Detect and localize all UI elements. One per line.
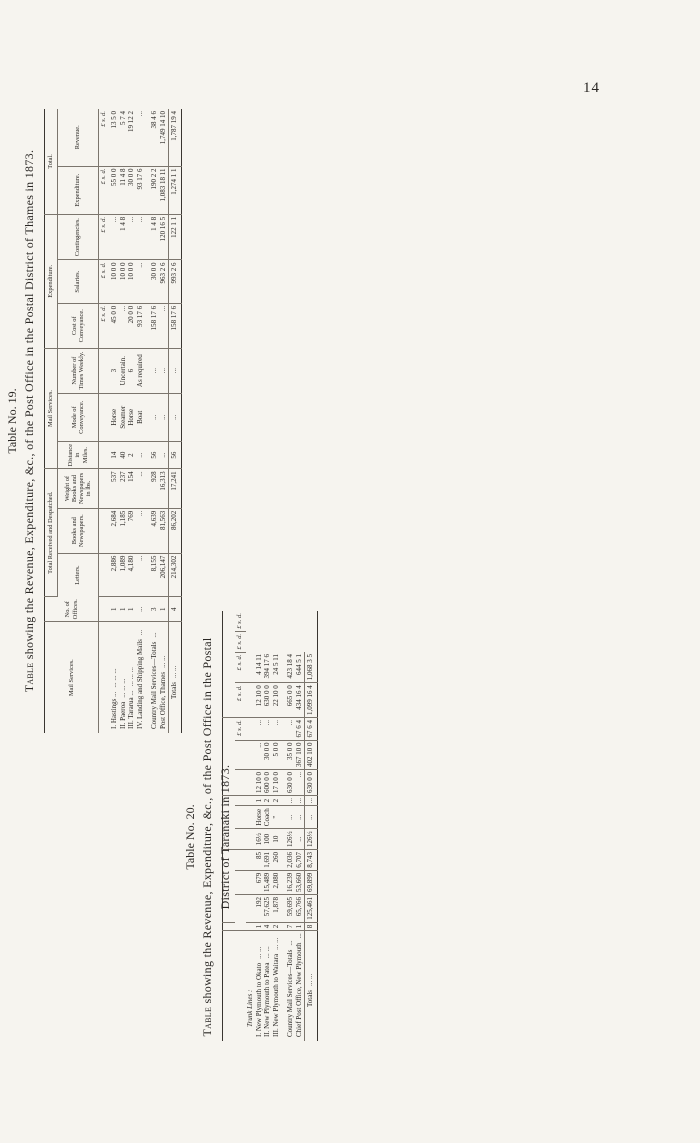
cell-weight: 537 [110, 469, 119, 508]
cell-service [110, 622, 119, 733]
table-20-title-word: Table [200, 1006, 214, 1037]
cell-books: 2,684 [110, 508, 119, 553]
cell-service [295, 931, 304, 1041]
table-19-group-header-row [45, 109, 58, 733]
service-name: Totals [170, 681, 179, 699]
group-total-received: Total Received and Despatched. [45, 469, 58, 597]
cell-offices: 1 [159, 597, 168, 622]
cell-distance: 2 [127, 441, 136, 468]
cell-distance: ... [136, 441, 145, 468]
table-19-units-row [99, 109, 111, 733]
unit-salaries: £ s. d. [235, 683, 246, 718]
cell-books: 53,660 [295, 870, 304, 894]
unit-expenditure: £ s. d. [235, 631, 246, 652]
cell-times: 6 [127, 348, 136, 393]
cell-letters: 192 [255, 894, 264, 922]
cell-offices: 1 [127, 597, 136, 622]
table-20-title-rest: showing the Revenue, Expenditure, &c., of the Post Office in the Postal District of Taranaki in 1873. [200, 637, 232, 1004]
cell-mode: ... [159, 393, 168, 441]
cell-revenue: ... [136, 109, 145, 166]
cell-contingencies: ... [136, 214, 145, 260]
cell-service [255, 931, 264, 1041]
unit-salaries: £ s. d. [99, 260, 111, 303]
service-leader-dots: ... [150, 632, 159, 638]
cell-weight: 928 [150, 469, 159, 508]
service-leader-dots: ... ... [263, 946, 272, 959]
cell-letters: 4,180 [127, 553, 136, 596]
cell-letters: 65,766 [295, 894, 304, 922]
col-mail-services: Mail Services. [45, 622, 99, 733]
unit-contingencies: £ s. d. [235, 652, 246, 683]
service-leader-dots: ... ... [306, 973, 315, 986]
table-20-totals [304, 611, 317, 1041]
cell-times: ... [159, 348, 168, 393]
cell-mode: Steamer [119, 393, 128, 441]
cell-expenditure: 1,083 18 11 [159, 166, 168, 214]
table-19-body [110, 109, 144, 733]
cell-service [127, 622, 136, 733]
cell-expenditure: 665 0 0 [286, 683, 295, 718]
cell-distance: 14 [110, 441, 119, 468]
cell-contingencies: 120 16 5 [159, 214, 168, 260]
table-row [127, 109, 136, 733]
totals-row [168, 109, 181, 733]
cell-mode: ... [168, 393, 181, 441]
table-19 [44, 109, 182, 733]
cell-times: ... [286, 796, 295, 806]
cell-times: 1 [255, 796, 264, 806]
cell-mode: Coach [263, 806, 272, 829]
cell-books: 16,239 [286, 870, 295, 894]
cell-expenditure: 630 0 0 [263, 683, 272, 718]
cell-times: ... [150, 348, 159, 393]
cell-times: ... [295, 796, 304, 806]
cell-cost: 600 0 0 [263, 770, 272, 796]
cell-letters: ... [136, 553, 145, 596]
table-row [272, 611, 281, 1041]
subtotal-row [295, 611, 304, 1041]
col-mode: Mode of Conveyance. [58, 393, 99, 441]
cell-expenditure: 190 2 2 [150, 166, 159, 214]
cell-contingencies: 1 4 8 [150, 214, 159, 260]
cell-offices: 1 [119, 597, 128, 622]
cell-books: 2,080 [272, 870, 281, 894]
cell-revenue: 644 5 1 [295, 652, 304, 683]
cell-salaries: 30 0 0 [150, 260, 159, 303]
cell-revenue: 19 12 2 [127, 109, 136, 166]
cell-revenue: 5 7 4 [119, 109, 128, 166]
cell-service [136, 622, 145, 733]
cell-mode: Boat [136, 393, 145, 441]
cell-service [286, 931, 295, 1041]
cell-distance: 10 [272, 829, 281, 850]
cell-contingencies: 67 6 4 [295, 718, 304, 741]
unit-expenditure: £ s. d. [99, 166, 111, 214]
col-weight: Weight of Books and Newspapers in lbs. [58, 469, 99, 508]
service-name: I. New Plymouth to Okato [254, 962, 263, 1037]
cell-letters: 206,147 [159, 553, 168, 596]
cell-cost: 630 0 0 [304, 770, 317, 796]
col-contingencies: Contingencies. [58, 214, 99, 260]
cell-expenditure: 30 0 0 [127, 166, 136, 214]
service-leader-dots: ... [286, 940, 295, 946]
table-row [110, 109, 119, 733]
service-leader-dots: ... ... ... [127, 667, 136, 687]
cell-mode: Horse [255, 806, 264, 829]
service-name: Chief Post Office, New Plymouth [294, 942, 303, 1037]
cell-times: As required [136, 348, 145, 393]
cell-mode: " [272, 806, 281, 829]
cell-contingencies: 1 4 8 [119, 214, 128, 260]
unit-revenue: £ s. d. [99, 109, 111, 166]
service-name: Country Mail Services—Totals [286, 949, 295, 1037]
table-20-title [198, 633, 232, 1041]
unit-contingencies: £ s. d. [99, 214, 111, 260]
unit-revenue: £ s. d. [235, 611, 246, 631]
service-name: III. New Plymouth to Waitara [271, 953, 280, 1037]
cell-mode: Horse [110, 393, 119, 441]
cell-service [263, 931, 272, 1041]
service-leader-dots: ... ... ... [110, 668, 118, 688]
service-leader-dots: ... [135, 629, 144, 636]
cell-service [150, 622, 159, 733]
cell-cost: ... [119, 303, 128, 348]
service-name: Country Mail Services—Totals [150, 641, 159, 729]
subtotal-row [159, 109, 168, 733]
cell-service [159, 622, 168, 733]
cell-expenditure: 55 0 0 [110, 166, 119, 214]
col-expenditure: Expenditure. [58, 166, 99, 214]
cell-revenue: 38 4 6 [150, 109, 159, 166]
service-leader-dots: ... ... [170, 665, 179, 678]
cell-offices: 7 [286, 922, 295, 931]
cell-expenditure: 1,099 16 4 [304, 683, 317, 718]
cell-letters: 1,878 [272, 894, 281, 922]
cell-offices: 3 [150, 597, 159, 622]
cell-revenue: 24 5 11 [272, 652, 281, 683]
table-19-number: Table No. 19. [5, 388, 19, 454]
cell-distance: ... [295, 829, 304, 850]
cell-times: ... [304, 796, 317, 806]
service-leader-dots: ... ... ... [118, 678, 127, 698]
cell-salaries: 963 2 6 [159, 260, 168, 303]
cell-expenditure: 11 4 8 [119, 166, 128, 214]
cell-letters: 214,302 [168, 553, 181, 596]
cell-letters: 59,695 [286, 894, 295, 922]
cell-offices: 8 [304, 922, 317, 931]
service-leader-dots: ... ... [158, 655, 167, 668]
col-salaries: Salaries. [58, 260, 99, 303]
table-row [255, 611, 264, 1041]
cell-books: 1,185 [119, 508, 128, 553]
cell-letters: 125,461 [304, 894, 317, 922]
table-row [119, 109, 128, 733]
cell-letters: 2,886 [110, 553, 119, 596]
service-leader-dots: ... ... [254, 946, 263, 959]
cell-salaries: 993 2 6 [168, 260, 181, 303]
cell-offices: 4 [263, 922, 272, 931]
cell-times: ... [168, 348, 181, 393]
cell-salaries: 10 0 0 [127, 260, 136, 303]
cell-weight: 154 [127, 469, 136, 508]
col-revenue: Revenue. [58, 109, 99, 166]
cell-weight: 17,241 [168, 469, 181, 508]
cell-expenditure: 434 16 4 [295, 683, 304, 718]
cell-mode: ... [150, 393, 159, 441]
unit-cost: £ s. d. [235, 718, 246, 741]
cell-weight: 1,691 [263, 849, 272, 870]
cell-times: 2 [272, 796, 281, 806]
cell-books: 679 [255, 870, 264, 894]
service-name: Post Office, Thames [158, 671, 167, 729]
cell-books: 15,489 [263, 870, 272, 894]
cell-service [272, 931, 281, 1041]
cell-service [119, 622, 128, 733]
col-times: Number of Times Weekly. [58, 348, 99, 393]
cell-letters: 8,155 [150, 553, 159, 596]
cell-times: 3 [110, 348, 119, 393]
cell-books: 769 [127, 508, 136, 553]
cell-contingencies: 122 1 1 [168, 214, 181, 260]
cell-salaries: ... [255, 740, 264, 770]
table-row [263, 611, 272, 1041]
cell-weight: ... [136, 469, 145, 508]
table-19-title-rest: showing the Revenue, Expenditure, &c., of the Post Office in the Postal District of Thames in 1873. [22, 149, 36, 660]
cell-mode: Horse [127, 393, 136, 441]
cell-contingencies: ... [263, 718, 272, 741]
cell-expenditure: 12 10 0 [255, 683, 264, 718]
cell-offices: 2 [272, 922, 281, 931]
cell-cost: 17 10 0 [272, 770, 281, 796]
cell-cost: 630 0 0 [286, 770, 295, 796]
cell-offices: ... [136, 597, 145, 622]
page-number: 14 [583, 80, 600, 96]
cell-mode: ... [286, 806, 295, 829]
col-books: Books and Newspapers. [58, 508, 99, 553]
cell-letters: 57,625 [263, 894, 272, 922]
cell-books: 81,563 [159, 508, 168, 553]
table-20-subtotals [286, 611, 304, 1041]
cell-mode: ... [295, 806, 304, 829]
cell-times: 2 [263, 796, 272, 806]
cell-weight: 2,036 [286, 849, 295, 870]
cell-salaries: ... [136, 260, 145, 303]
table-19-totals [168, 109, 181, 733]
cell-service [168, 622, 181, 733]
col-cost: Cost of Conveyance. [58, 303, 99, 348]
cell-distance: ... [159, 441, 168, 468]
cell-cost: ... [159, 303, 168, 348]
cell-weight: 8,743 [304, 849, 317, 870]
cell-cost: ... [295, 770, 304, 796]
cell-revenue: 423 18 4 [286, 652, 295, 683]
cell-distance: 126½ [304, 829, 317, 850]
cell-distance: 56 [150, 441, 159, 468]
cell-salaries: 402 10 0 [304, 740, 317, 770]
service-leader-dots: ... ... [271, 937, 280, 950]
cell-salaries: 10 0 0 [110, 260, 119, 303]
cell-cost: 12 10 0 [255, 770, 264, 796]
cell-revenue: 4 14 11 [255, 652, 264, 683]
cell-times: Uncertain. [119, 348, 128, 393]
cell-books: 4,639 [150, 508, 159, 553]
table-20 [222, 611, 318, 1041]
cell-offices: 1 [295, 922, 304, 931]
table-19-title-word: Table [22, 662, 36, 693]
cell-salaries: 10 0 0 [119, 260, 128, 303]
cell-salaries: 367 10 0 [295, 740, 304, 770]
cell-salaries: 35 0 0 [286, 740, 295, 770]
service-name: Totals [306, 989, 315, 1007]
subtotal-row [286, 611, 295, 1041]
cell-contingencies: ... [286, 718, 295, 741]
cell-distance: 126½ [286, 829, 295, 850]
unit-cost: £ s. d. [99, 303, 111, 348]
cell-cost: 158 17 6 [168, 303, 181, 348]
cell-expenditure: 22 10 0 [272, 683, 281, 718]
cell-revenue: 394 17 6 [263, 652, 272, 683]
cell-weight: 85 [255, 849, 264, 870]
group-total: Total. [45, 109, 58, 214]
cell-distance: 40 [119, 441, 128, 468]
cell-weight: 260 [272, 849, 281, 870]
cell-offices: 4 [168, 597, 181, 622]
cell-revenue: 13 5 0 [110, 109, 119, 166]
table-20-block [182, 613, 490, 1041]
cell-cost: 93 17 6 [136, 303, 145, 348]
service-name: II. New Plymouth to Patea [263, 962, 272, 1037]
section-label: Trunk Lines : [246, 989, 254, 1027]
cell-contingencies: ... [110, 214, 119, 260]
cell-offices: 1 [110, 597, 119, 622]
cell-contingencies: 67 6 4 [304, 718, 317, 741]
cell-salaries: 30 0 0 [263, 740, 272, 770]
cell-contingencies: ... [127, 214, 136, 260]
col-no-offices: No. of Offices. [45, 597, 99, 622]
cell-books: 69,899 [304, 870, 317, 894]
service-name: I. Hastings ... [110, 691, 118, 729]
cell-distance: 56 [168, 441, 181, 468]
service-leader-dots: ... [294, 933, 303, 939]
cell-distance: 16½ [255, 829, 264, 850]
cell-weight: 16,313 [159, 469, 168, 508]
cell-expenditure: 93 17 6 [136, 166, 145, 214]
cell-salaries: 5 0 0 [272, 740, 281, 770]
cell-revenue: 1,787 19 4 [168, 109, 181, 166]
cell-cost: 45 0 0 [110, 303, 119, 348]
cell-cost: 158 17 6 [150, 303, 159, 348]
table-20-body [255, 611, 281, 1041]
cell-revenue: 1,749 14 10 [159, 109, 168, 166]
service-name: IV. Landing and Shipping Mails [135, 639, 144, 729]
group-mail-services: Mail Services. [45, 348, 58, 469]
group-expenditure: Expenditure. [45, 214, 58, 348]
cell-contingencies: ... [272, 718, 281, 741]
cell-offices: 1 [255, 922, 264, 931]
cell-service [304, 931, 317, 1041]
table-20-number: Table No. 20. [183, 804, 197, 870]
cell-contingencies: ... [255, 718, 264, 741]
cell-distance: 100 [263, 829, 272, 850]
cell-books: ... [136, 508, 145, 553]
cell-letters: 1,089 [119, 553, 128, 596]
table-19-title [20, 109, 38, 733]
col-letters: Letters. [58, 553, 99, 596]
service-name: III. Tararua ... [127, 690, 136, 729]
subtotal-row [150, 109, 159, 733]
cell-books: 86,202 [168, 508, 181, 553]
table-19-subtotals [150, 109, 168, 733]
cell-weight: 237 [119, 469, 128, 508]
totals-row [304, 611, 317, 1041]
service-name: II. Paeroa [118, 701, 127, 729]
cell-expenditure: 1,274 1 1 [168, 166, 181, 214]
cell-revenue: 1,068 3 5 [304, 652, 317, 683]
table-20-section-row [246, 611, 255, 1041]
cell-cost: 20 0 0 [127, 303, 136, 348]
cell-mode: ... [304, 806, 317, 829]
cell-weight: 6,707 [295, 849, 304, 870]
table-row [136, 109, 145, 733]
col-distance: Distance in Miles. [58, 441, 99, 468]
